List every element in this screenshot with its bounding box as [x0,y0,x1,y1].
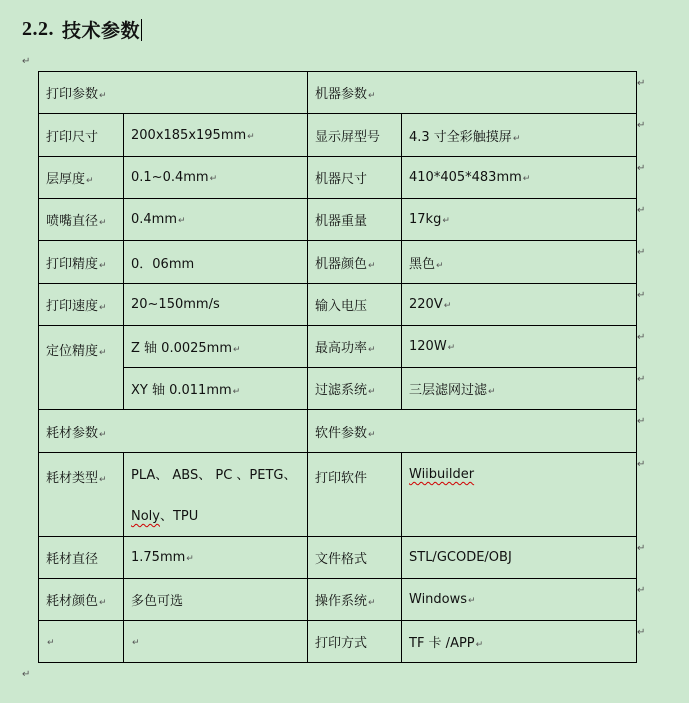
cell-label: 耗材颜色 [46,594,99,609]
table-cell[interactable]: ↵ [39,621,124,663]
cell-value: TF 卡 /APP [409,636,475,651]
cell-label: 喷嘴直径 [46,214,99,229]
table-cell[interactable]: 三层滤网过滤↵ [402,368,637,410]
table-row [39,199,637,241]
cell-value: Z 轴 0.0025mm [131,341,232,356]
cell-value: 0.4mm [131,212,178,227]
table-cell[interactable]: XY 轴 0.011mm↵ [124,368,308,410]
table-cell[interactable] [308,537,402,579]
section-title: 技术参数 [62,20,141,42]
table-row [39,537,637,579]
table-cell[interactable] [402,537,637,579]
table-cell[interactable]: 黑色↵ [402,241,637,284]
table-cell[interactable]: 定位精度↵ [39,326,124,410]
cell-label: 耗材直径 [46,552,99,567]
cell-label: 机器重量 [315,214,368,229]
cell-label: 显示屏型号 [315,129,381,145]
cell-value: 0．06mm [131,256,195,272]
cell-label: 定位精度 [46,344,99,359]
table-cell[interactable]: 200x185x195mm↵ [124,114,308,157]
table-cell[interactable]: 软件参数↵ [308,410,637,453]
cell-value: 410*405*483mm [409,170,522,185]
cell-label: 机器尺寸 [315,172,368,187]
paragraph-mark: ↵ [22,669,31,680]
row-end-mark: ↵ [637,543,646,554]
table-cell[interactable] [308,157,402,199]
table-cell[interactable]: 120W↵ [402,326,637,368]
cell-label: 输入电压 [315,299,368,314]
row-end-mark: ↵ [637,247,646,258]
cell-value-line2: Noly、TPU [131,509,199,524]
cell-value: XY 轴 0.011mm [131,383,232,398]
cell-value: 4.3 寸全彩触摸屏 [409,129,512,145]
cell-value: Wiibuilder [409,467,475,482]
material-params-header: 耗材参数 [46,425,99,441]
table-cell[interactable]: 220V↵ [402,284,637,326]
table-row [39,114,637,157]
software-params-header: 软件参数 [315,425,368,441]
table-cell[interactable]: 机器颜色↵ [308,241,402,284]
cell-label: 耗材类型 [46,471,99,486]
cell-value: 0.1~0.4mm [131,170,209,185]
cell-label: 层厚度 [46,172,86,187]
section-number: 2.2. [22,18,54,40]
table-cell[interactable]: Windows↵ [402,579,637,621]
table-cell[interactable] [124,241,308,284]
row-end-mark: ↵ [637,163,646,174]
table-cell[interactable]: Z 轴 0.0025mm↵ [124,326,308,368]
table-row [39,579,637,621]
section-heading [22,16,142,43]
cell-label: 打印方式 [315,636,368,651]
cell-value: 20~150mm/s [131,297,220,312]
text-cursor [141,19,142,41]
cell-label: 打印软件 [315,471,368,486]
cell-value: 220V [409,297,443,312]
cell-value: STL/GCODE/OBJ [409,550,512,565]
row-end-mark: ↵ [637,627,646,638]
table-cell[interactable]: 机器参数↵ [308,72,637,114]
table-cell[interactable] [124,284,308,326]
table-cell[interactable] [39,114,124,157]
cell-label: 打印精度 [46,256,99,272]
table-row [39,621,637,663]
table-cell[interactable] [308,199,402,241]
table-cell[interactable]: 17kg↵ [402,199,637,241]
cell-value: 1.75mm [131,550,186,565]
table-cell[interactable]: 4.3 寸全彩触摸屏↵ [402,114,637,157]
spec-table [38,71,637,663]
table-cell[interactable]: 耗材颜色↵ [39,579,124,621]
row-end-mark: ↵ [637,290,646,301]
misspelled-word: Noly [131,509,160,524]
table-cell[interactable]: 0.4mm↵ [124,199,308,241]
paragraph-mark: ↵ [22,56,31,67]
table-row [39,157,637,199]
cell-value: 多色可选 [131,594,184,609]
row-end-mark: ↵ [637,585,646,596]
cell-value: Windows [409,592,468,607]
table-cell[interactable]: 耗材参数↵ [39,410,308,453]
table-cell[interactable] [308,114,402,157]
cell-label: 操作系统 [315,594,368,609]
table-cell[interactable]: TF 卡 /APP↵ [402,621,637,663]
table-row [39,72,637,114]
table-cell[interactable] [308,621,402,663]
row-end-mark: ↵ [637,78,646,89]
cell-label: 打印速度 [46,299,99,314]
table-cell[interactable]: 0.1~0.4mm↵ [124,157,308,199]
table-cell[interactable]: 操作系统↵ [308,579,402,621]
table-cell[interactable]: 过滤系统↵ [308,368,402,410]
table-cell[interactable]: 喷嘴直径↵ [39,199,124,241]
cell-label: 文件格式 [315,552,368,567]
row-end-mark: ↵ [637,459,646,470]
table-cell[interactable]: 打印参数↵ [39,72,308,114]
table-cell[interactable]: 层厚度↵ [39,157,124,199]
table-cell[interactable] [124,579,308,621]
table-cell[interactable]: 打印精度↵ [39,241,124,284]
table-row [39,326,637,368]
table-cell[interactable]: 耗材类型↵ [39,453,124,537]
row-end-mark: ↵ [637,205,646,216]
table-row [39,241,637,284]
table-cell[interactable]: ↵ [124,621,308,663]
table-cell[interactable]: 最高功率↵ [308,326,402,368]
cell-label: 机器颜色 [315,256,368,272]
row-end-mark: ↵ [637,120,646,131]
print-params-header: 打印参数 [46,87,99,102]
table-row [39,368,637,410]
cell-value: 200x185x195mm [131,127,247,143]
cell-label: 最高功率 [315,341,368,356]
table-cell[interactable]: 1.75mm↵ [124,537,308,579]
cell-value: 黑色 [409,256,436,272]
table-row [39,284,637,326]
table-cell[interactable] [308,284,402,326]
row-end-mark: ↵ [637,332,646,343]
table-cell[interactable]: 410*405*483mm↵ [402,157,637,199]
table-cell[interactable] [402,453,637,537]
cell-value: 120W [409,339,447,354]
machine-params-header: 机器参数 [315,87,368,102]
cell-value: 三层滤网过滤 [409,383,488,398]
table-cell[interactable] [39,537,124,579]
cell-value: 17kg [409,212,442,227]
table-row [39,410,637,453]
cell-label: 过滤系统 [315,383,368,398]
table-cell[interactable]: 打印速度↵ [39,284,124,326]
row-end-mark: ↵ [637,416,646,427]
table-cell[interactable] [124,453,308,537]
table-row [39,453,637,537]
cell-label: 打印尺寸 [46,129,99,145]
table-cell[interactable] [308,453,402,537]
cell-value: PLA、 ABS、 PC 、PETG、 [131,468,297,483]
row-end-mark: ↵ [637,374,646,385]
